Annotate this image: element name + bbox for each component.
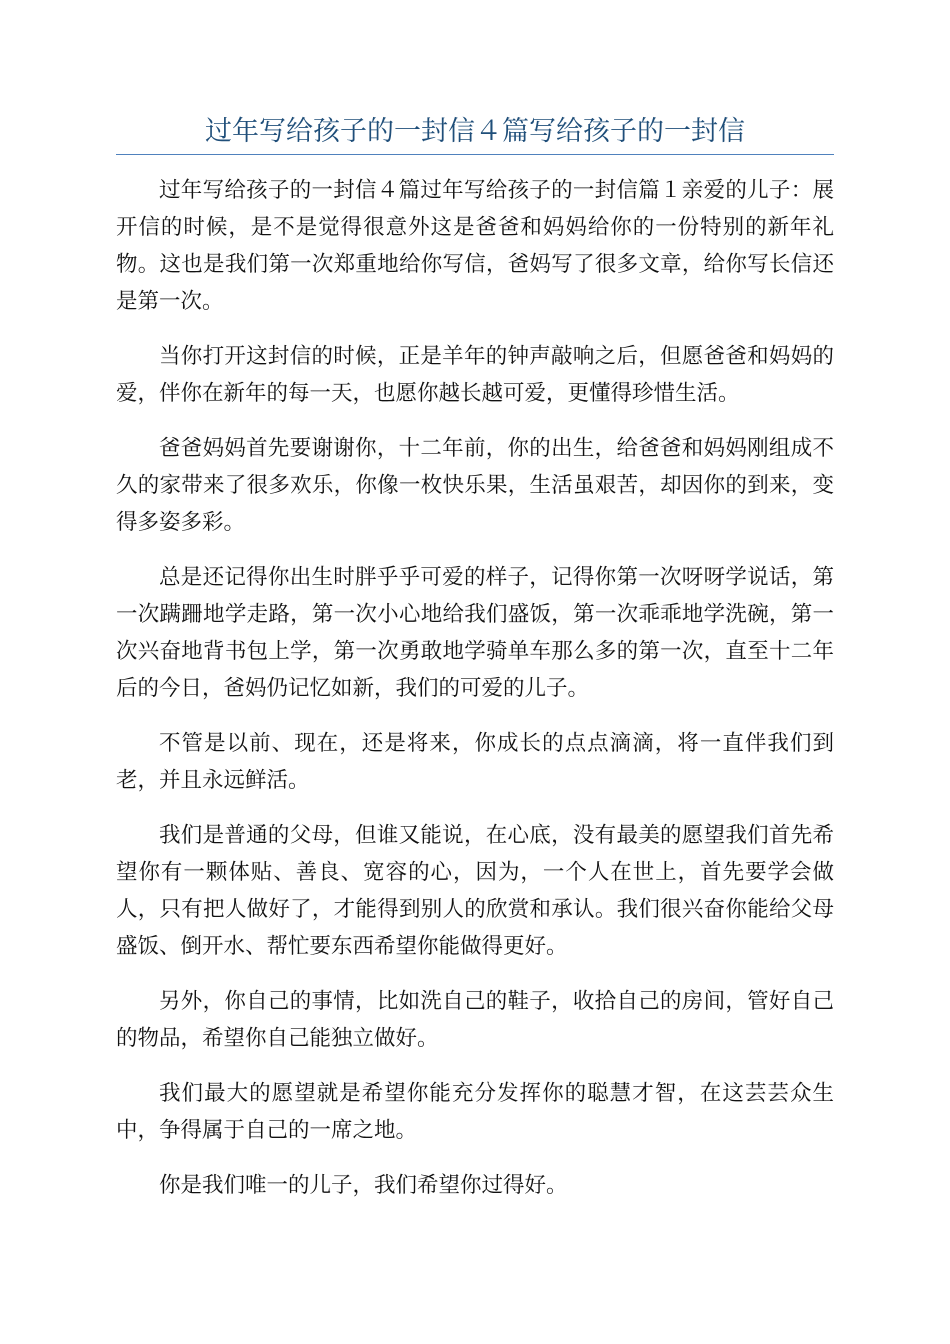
paragraph-1: 过年写给孩子的一封信４篇过年写给孩子的一封信篇１亲爱的儿子：展开信的时候，是不是觉得很意外这是爸爸和妈妈给你的一份特别的新年礼物。这也是我们第一次郑重地给你写信，爸妈写了很多文章，给你写长信还是第一次。: [116, 178, 834, 314]
paragraph-2: 当你打开这封信的时候，正是羊年的钟声敲响之后，但愿爸爸和妈妈的爱，伴你在新年的每一天，也愿你越长越可爱，更懂得珍惜生活。: [116, 344, 834, 406]
paragraph-5: 不管是以前、现在，还是将来，你成长的点点滴滴，将一直伴我们到老，并且永远鲜活。: [116, 731, 834, 793]
paragraph-4: 总是还记得你出生时胖乎乎可爱的样子，记得你第一次呀呀学说话，第一次蹒跚地学走路，第一次小心地给我们盛饭，第一次乖乖地学洗碗，第一次兴奋地背书包上学，第一次勇敢地学骑单车那么多的第一次，直至十二年后的今日，爸妈仍记忆如新，我们的可爱的儿子。: [116, 565, 834, 701]
title-underline: [116, 154, 834, 155]
paragraph-6: 我们是普通的父母，但谁又能说，在心底，没有最美的愿望我们首先希望你有一颗体贴、善良、宽容的心，因为，一个人在世上，首先要学会做人，只有把人做好了，才能得到别人的欣赏和承认。我们很兴奋你能给父母盛饭、倒开水、帮忙要东西希望你能做得更好。: [116, 823, 834, 959]
document-body: [116, 172, 834, 1222]
paragraph-8: 我们最大的愿望就是希望你能充分发挥你的聪慧才智，在这芸芸众生中，争得属于自己的一席之地。: [116, 1081, 834, 1143]
paragraph-7: 另外，你自己的事情，比如洗自己的鞋子，收拾自己的房间，管好自己的物品，希望你自己能独立做好。: [116, 989, 834, 1051]
paragraph-3: 爸爸妈妈首先要谢谢你，十二年前，你的出生，给爸爸和妈妈刚组成不久的家带来了很多欢乐，你像一枚快乐果，生活虽艰苦，却因你的到来，变得多姿多彩。: [116, 436, 834, 535]
document-title: 过年写给孩子的一封信４篇写给孩子的一封信: [205, 116, 745, 147]
paragraph-9: 你是我们唯一的儿子，我们希望你过得好。: [159, 1173, 568, 1198]
